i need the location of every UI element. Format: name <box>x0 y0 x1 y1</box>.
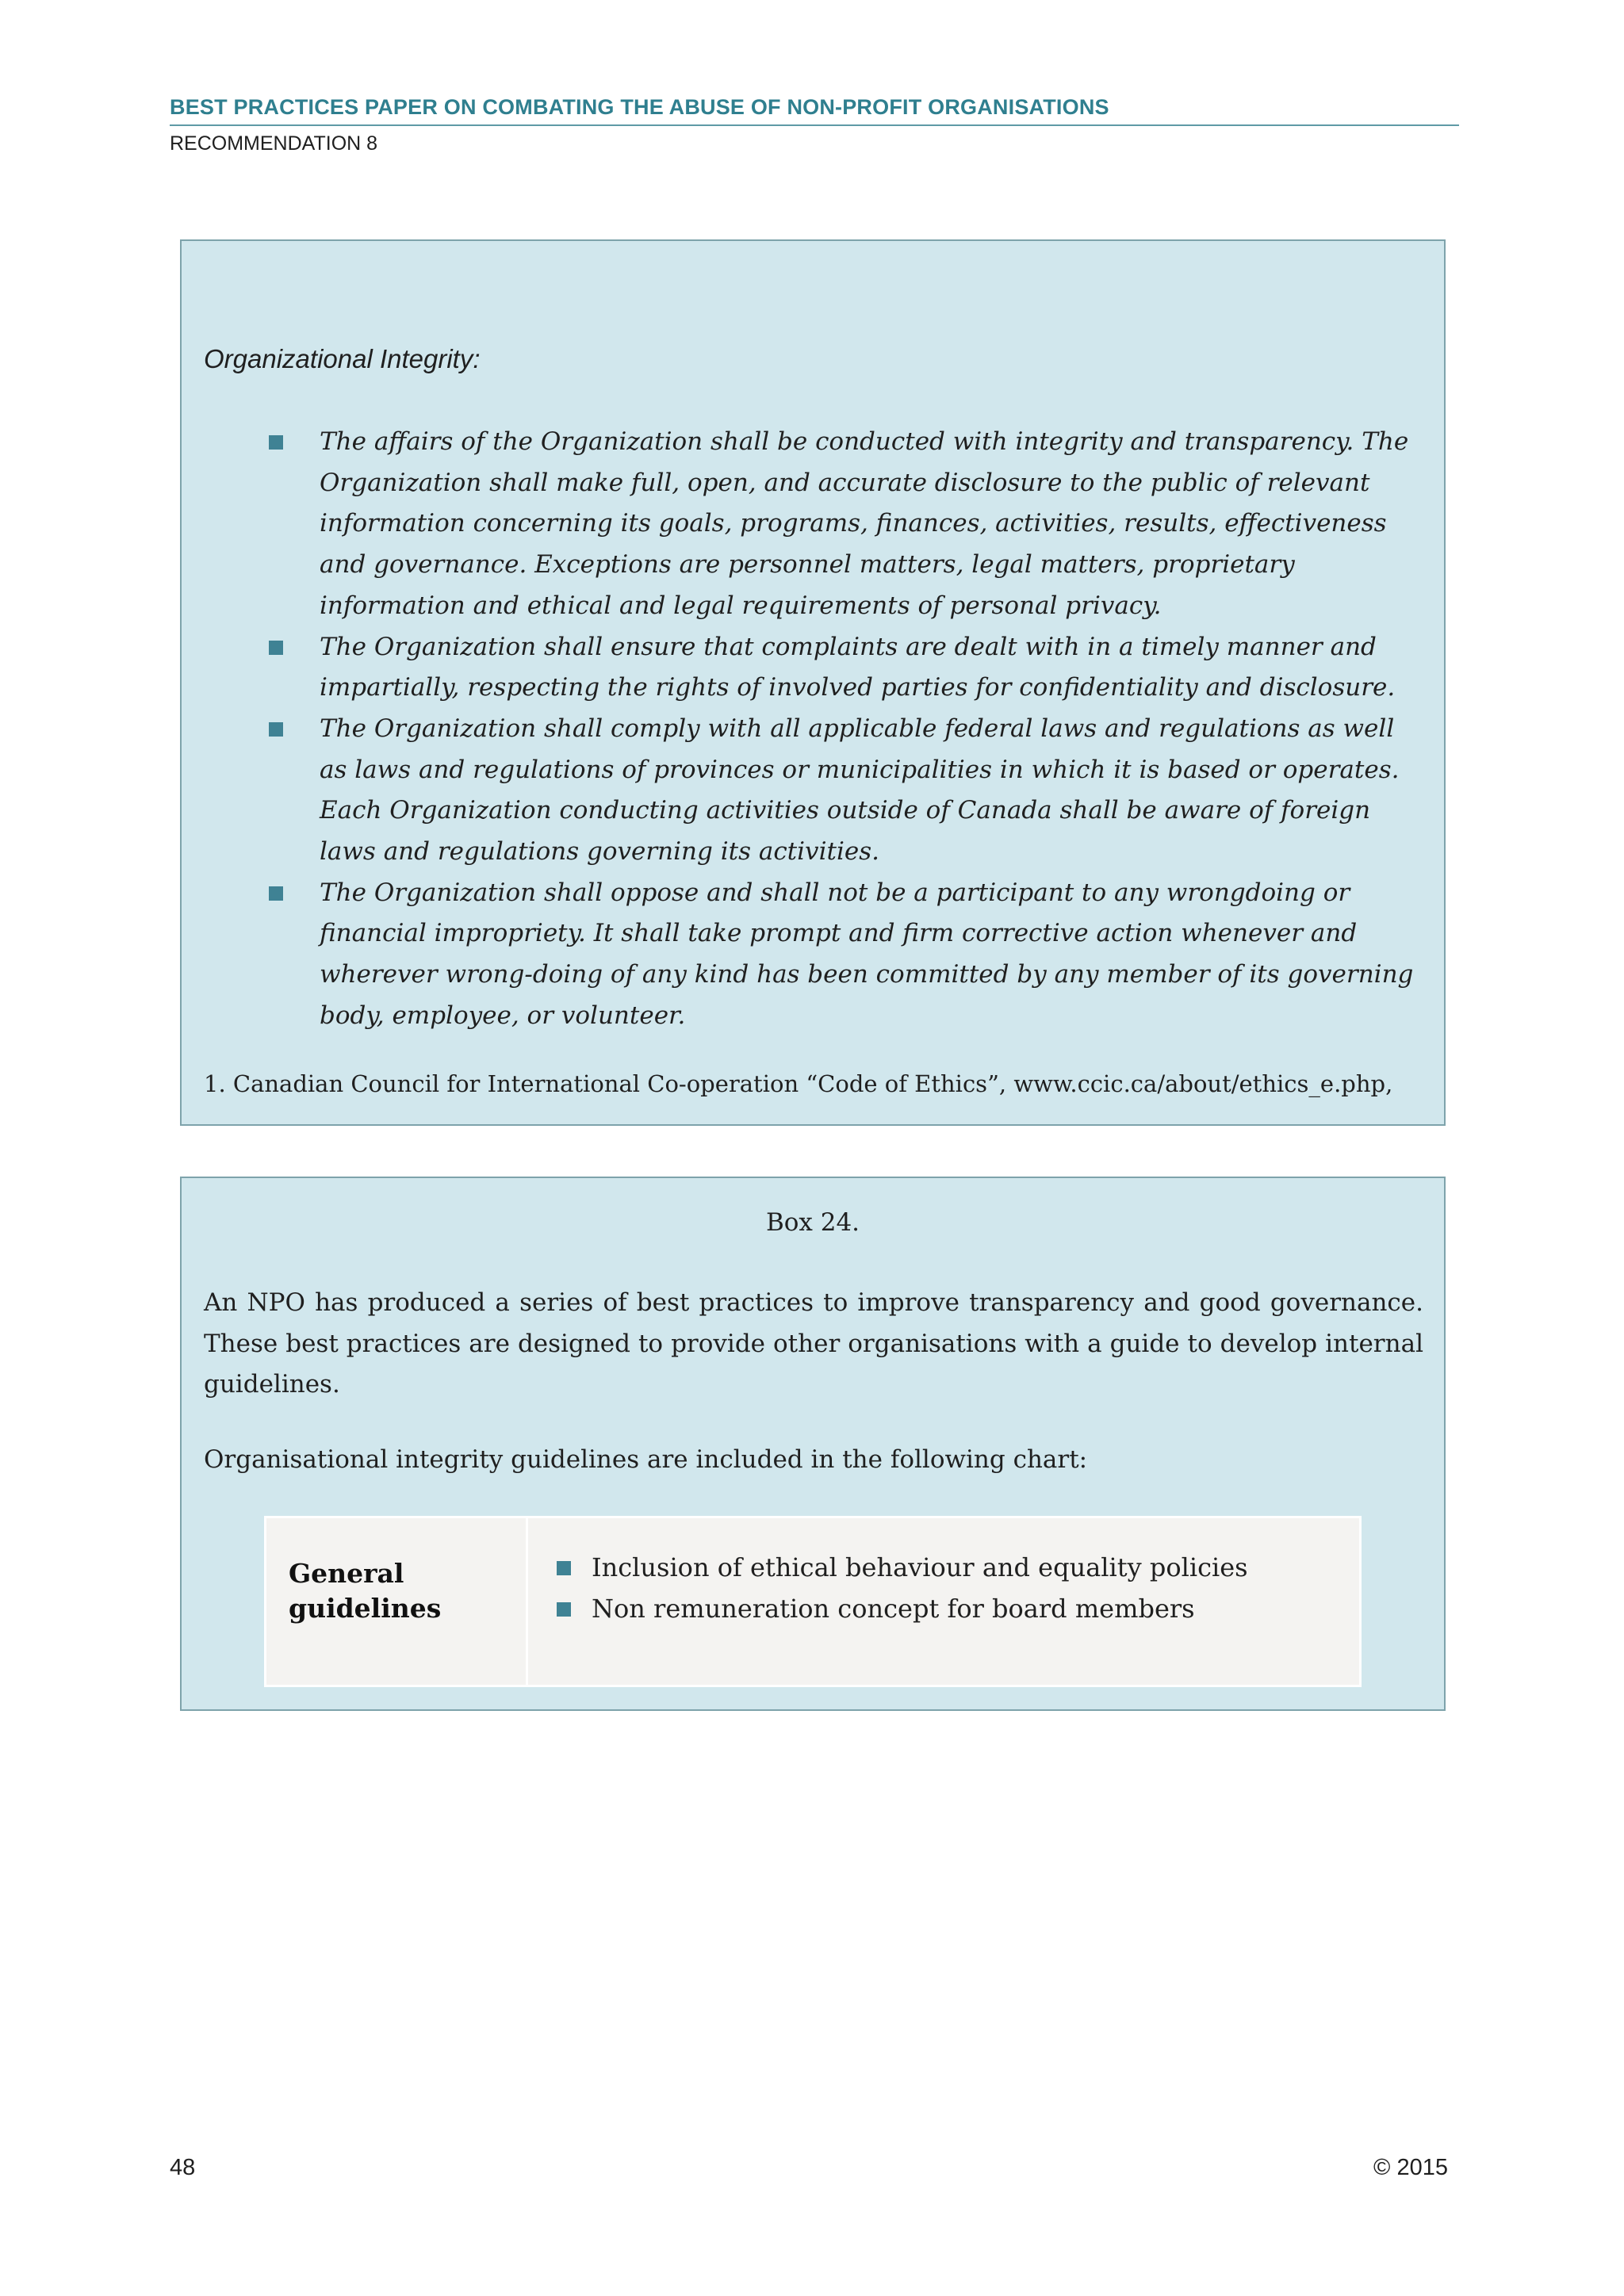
section-heading: Organizational Integrity: <box>204 344 481 373</box>
square-bullet-icon <box>269 722 283 737</box>
box-24 <box>180 1177 1446 1711</box>
list-item-text: Non remuneration concept for board members <box>592 1594 1195 1624</box>
guidelines-table <box>264 1516 1362 1687</box>
list-item <box>557 1547 1359 1588</box>
organizational-integrity-box <box>180 239 1446 1126</box>
document-title: BEST PRACTICES PAPER ON COMBATING THE ABUSE OF NON-PROFIT ORGANISATIONS <box>170 95 1459 126</box>
footnote: 1. Canadian Council for International Co-operation “Code of Ethics”, www.ccic.ca/about/ethics_e.php, <box>204 1070 1393 1097</box>
list-item <box>259 627 1417 709</box>
integrity-bullet-list <box>259 422 1417 1037</box>
list-item <box>557 1588 1359 1629</box>
list-item <box>259 873 1417 1037</box>
page-number: 48 <box>170 2155 196 2180</box>
document-subtitle: RECOMMENDATION 8 <box>170 132 378 155</box>
page-header <box>170 95 1459 155</box>
square-bullet-icon <box>269 435 283 450</box>
list-item <box>259 422 1417 627</box>
guidelines-label: General guidelines <box>266 1518 528 1685</box>
list-item-text: The affairs of the Organization shall be conducted with integrity and transparency. The Organization shall make full, open, and accurate disclosure to the public of relevant information concerning its goals, programs, finances, activities, results, effectiveness and governance. Exceptions are personnel matters, legal matters, proprietary information and ethical and legal requirements of personal privacy. <box>320 427 1409 620</box>
square-bullet-icon <box>269 886 283 901</box>
guidelines-list <box>557 1547 1359 1629</box>
copyright-notice: © 2015 <box>1373 2155 1448 2180</box>
list-item-text: Inclusion of ethical behaviour and equality policies <box>592 1552 1248 1582</box>
square-bullet-icon <box>557 1602 571 1617</box>
box-paragraph: An NPO has produced a series of best practices to improve transparency and good governance. These best practices are designed to provide other organisations with a guide to develop internal guidelines. <box>204 1288 1423 1399</box>
list-item-text: The Organization shall oppose and shall not be a participant to any wrongdoing or financial impropriety. It shall take prompt and firm corrective action whenever and wherever wrong-doing of any kind has been committed by any member of its governing body, employee, or volunteer. <box>320 878 1414 1030</box>
square-bullet-icon <box>557 1561 571 1575</box>
list-item-text: The Organization shall comply with all applicable federal laws and regulations as well as laws and regulations of provinces or municipalities in which it is based or operates. Each Organization conducting activities outside of Canada shall be aware of foreign laws and regulations governing its activities. <box>320 714 1400 867</box>
guidelines-items <box>528 1518 1359 1685</box>
list-item <box>259 709 1417 873</box>
square-bullet-icon <box>269 641 283 655</box>
box-paragraph-chart-intro: Organisational integrity guidelines are included in the following chart: <box>204 1445 1088 1474</box>
box-title: Box 24. <box>765 1208 860 1237</box>
list-item-text: The Organization shall ensure that complaints are dealt with in a timely manner and impartially, respecting the rights of involved parties for confidentiality and disclosure. <box>320 632 1396 702</box>
